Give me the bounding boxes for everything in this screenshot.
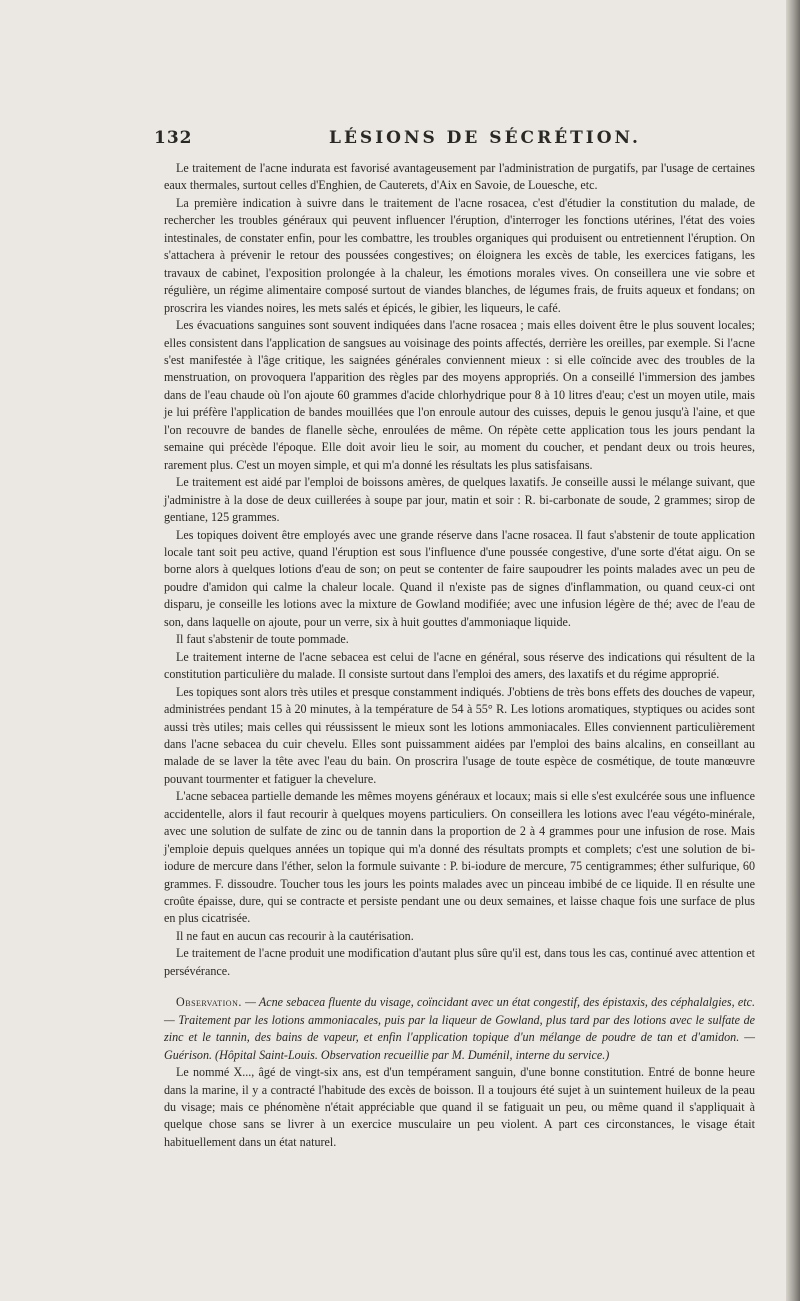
paragraph: Il ne faut en aucun cas recourir à la cautérisation. xyxy=(176,928,414,943)
observation-label: Observation. xyxy=(176,995,242,1010)
paragraph: Le traitement interne de l'acne sebacea est celui de l'acne en général, sous réserve des indications qui résultent de la constitution particulière du malade. Il consiste surtout dans l'emploi des amers, des laxatifs et du régime approprié. xyxy=(164,649,755,682)
paragraph: Le traitement de l'acne indurata est favorisé avantageusement par l'administration de purgatifs, par l'usage de certaines eaux thermales, surtout celles d'Enghien, de Cauterets, d'Aix en Savoie, de Louesche, etc. xyxy=(164,161,755,193)
paragraph: Le traitement de l'acne produit une modification d'autant plus sûre qu'il est, dans tous les cas, continué avec attention et persévérance. xyxy=(164,946,755,978)
paragraph: L'acne sebacea partielle demande les mêmes moyens généraux et locaux; mais si elle s'est exulcérée sous une influence accidentelle, alors il faut recourir à quelques moyens particuliers. On conseillera les lotions avec l'eau végéto-minérale, avec une solution de sulfate de zinc ou de tannin dans la proportion de 2 à 4 grammes pour une infusion de rose. Mais j'emploie depuis quelques années un topique qui m'a donné des résultats prompts et complets; c'est une solution de bi-iodure de mercure dans l'éther, selon la formule suivante : P. bi-iodure de mercure, 75 centigrammes; éther sulfurique, 60 grammes. F. dissoudre. Toucher tous les jours les points malades avec un pinceau imbibé de ce liquide. Il en résulte une croûte épaisse, dure, qui se contracte et persiste pendant une ou deux semaines, et laisse chaque fois une surface de plus en plus cicatrisée. xyxy=(164,789,755,926)
observation-text: Le nommé X..., âgé de vingt-six ans, est d'un tempérament sanguin, d'une bonne constitution. Entré de bonne heure dans la marine, il y a contracté l'habitude des excès de boisson. Il a toujours été sujet à un suintement huileux de la peau du visage; mais ce phénomène n'était appréciable que quand il se fatiguait un peu, ou même quand il s'appliquait à quelque chose sans se livrer à un exercice musculaire un peu violent. A part ces circonstances, le visage était habituellement dans un état naturel. xyxy=(164,1065,755,1149)
observation-heading xyxy=(164,994,755,1064)
paragraph: Les topiques sont alors très utiles et presque constamment indiqués. J'obtiens de très bons effets des douches de vapeur, administrées pendant 15 à 20 minutes, à la température de 54 à 55° R. Les lotions aromatiques, styptiques ou acides sont aussi très utiles; mais celles qui réussissent le mieux sont les lotions ammoniacales. Elles conviennent particulièrement dans l'acne sebacea du cuir chevelu. Elles sont puissamment aidées par l'emploi des bains alcalins, en conseillant au malade de se laver la tête avec l'eau du bain. On proscrira l'usage de toute espèce de cosmétique, de toute manœuvre pouvant tourmenter et fatiguer la chevelure. xyxy=(164,684,755,786)
paragraph: Il faut s'abstenir de toute pommade. xyxy=(176,632,349,647)
paragraph: Le traitement est aidé par l'emploi de boissons amères, de quelques laxatifs. Je conseille aussi le mélange suivant, que j'administre à la dose de deux cuillerées à soupe par jour, matin et soir : R. bi-carbonate de soude, 2 grammes; sirop de gentiane, 125 grammes. xyxy=(164,475,755,525)
running-title: LÉSIONS DE SÉCRÉTION. xyxy=(329,128,641,148)
observation-summary: — Acne sebacea fluente du visage, coïncidant avec un état congestif, des épistaxis, des céphalalgies, etc. — Traitement par les lotions ammoniacales, puis par la liqueur de Gowland, plus tard par des lotions avec le sulfate de zinc et le tannin, des bains de vapeur, et enfin l'application topique d'un mélange de poudre de tan et d'amidon. — Guérison. (Hôpital Saint-Louis. Observation recueillie par M. Duménil, interne du service.) xyxy=(164,995,755,1062)
paragraph: La première indication à suivre dans le traitement de l'acne rosacea, c'est d'étudier la constitution du malade, de rechercher les troubles généraux qui peuvent influencer l'éruption, d'interroger les fonctions utérines, l'état des voies intestinales, de constater enfin, pour les combattre, les troubles organiques qui produisent ou entretiennent l'éruption. On s'attachera à prévenir le retour des poussées congestives; on éloignera les excès de table, les exercices fatigans, les travaux de cabinet, l'exposition prolongée à la chaleur, les émotions morales vives. On conseillera une vie sobre et régulière, un régime alimentaire composé surtout de viandes blanches, de légumes frais, de fruits aqueux et fondans; on proscrira les viandes noires, les mets salés et épicés, le gibier, les liqueurs, le café. xyxy=(164,195,755,315)
body-text xyxy=(164,160,755,1151)
paragraph: Les évacuations sanguines sont souvent indiquées dans l'acne rosacea ; mais elles doivent être le plus souvent locales; elles consistent dans l'application de sangsues au voisinage des points affectés, derrière les oreilles, par exemple. Si l'acne s'est manifestée à l'âge critique, les saignées générales conviennent mieux : si elle coïncide avec des troubles de la menstruation, on provoquera l'apparition des règles par des moyens appropriés. On a conseillé l'immersion des jambes dans de l'eau chaude où l'on ajoute 60 grammes d'acide chlorhydrique pour 8 à 10 litres d'eau; c'est un moyen utile, mais je lui préfère l'application de bandes mouillées que l'on enroule autour des cuisses, depuis le genou jusqu'à l'aine, et que l'on recouvre de bandes de flanelle sèche, enroulées de même. On répète cette application tous les jours pendant la semaine qui précède l'époque. Elle doit avoir lieu le soir, au moment du coucher, et pendant deux ou trois heures, rarement plus. C'est un moyen simple, et qui m'a donné les résultats les plus satisfaisans. xyxy=(164,318,755,472)
page-edge-shadow xyxy=(786,0,800,1301)
page-number: 132 xyxy=(154,128,193,148)
page-header xyxy=(154,128,750,156)
paragraph: Les topiques doivent être employés avec une grande réserve dans l'acne rosacea. Il faut s'abstenir de toute application locale tant soit peu active, quand l'éruption est sous l'influence d'une poussée congestive, d'une sorte d'état aigu. On se borne alors à quelques lotions d'eau de son; on peut se contenter de faire saupoudrer les points malades avec un peu de poudre d'amidon qui calme la chaleur locale. Quand il n'existe pas de signes d'inflammation, ou quand ceux-ci ont disparu, je conseille les lotions avec la mixture de Gowland modifiée; avec une infusion légère de thé; avec de l'eau de son, dans laquelle on ajoute, pour un verre, six à huit gouttes d'ammoniaque liquide. xyxy=(164,527,755,629)
